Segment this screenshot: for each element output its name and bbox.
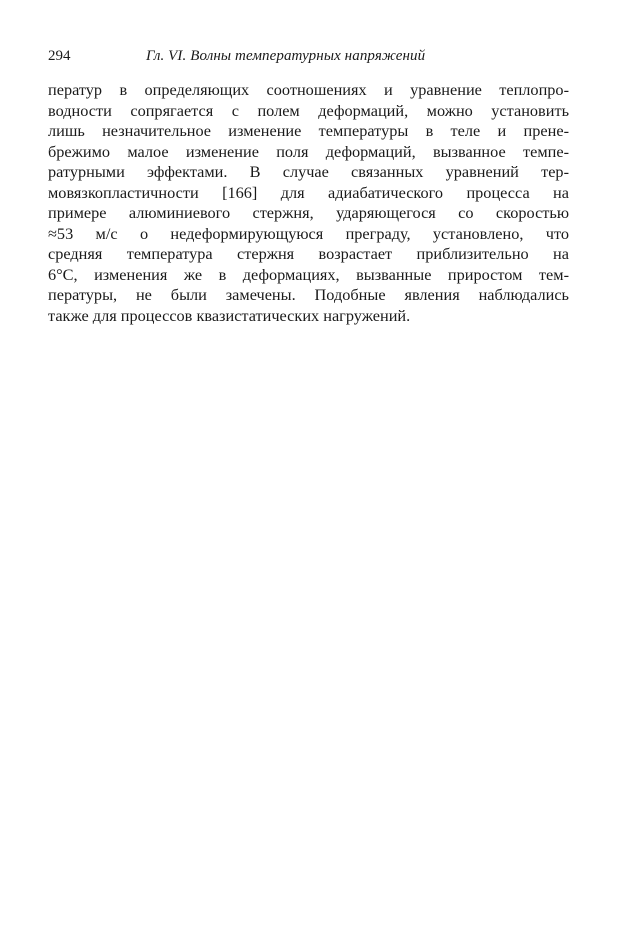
text-line: пературы, не были замечены. Подобные явления наблюдались [48,285,569,304]
text-line: средняя температура стержня возрастает приблизительно на [48,244,569,263]
text-line: ператур в определяющих соотношениях и уравнение теплопро- [48,80,569,99]
chapter-title: Гл. VI. Волны температурных напряжений [146,48,426,64]
text-line: ратурными эффектами. В случае связанных уравнений тер- [48,162,569,181]
text-line: брежимо малое изменение поля деформаций, вызванное темпе- [48,141,569,161]
text-line: ≈53 м/с о недеформирующуюся преграду, установлено, что [48,223,569,243]
text-line: примере алюминиевого стержня, ударяющегося со скоростью [48,203,569,222]
text-line: также для процессов квазистатических нагружений. [48,305,411,325]
text-line: водности сопрягается с полем деформаций, можно установить [48,100,569,120]
page-number: 294 [48,48,71,64]
running-head [48,46,569,68]
text-line: 6°C, изменения же в деформациях, вызванные приростом тем- [48,264,569,284]
body-paragraph [48,80,569,326]
text-line: лишь незначительное изменение температуры в теле и прене- [48,121,569,140]
text-line: мовязкопластичности [166] для адиабатического процесса на [48,182,569,202]
